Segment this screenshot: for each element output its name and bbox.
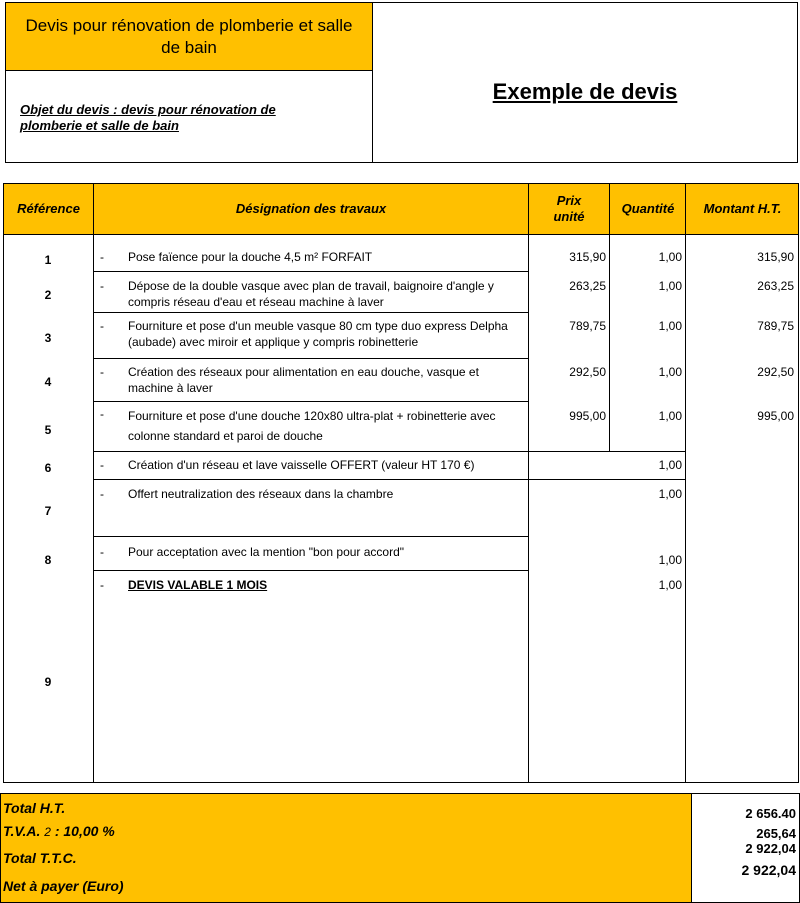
row-7-dash: - xyxy=(100,487,104,501)
document-title: Devis pour rénovation de plomberie et salle de bain xyxy=(25,15,353,57)
col-divider xyxy=(685,451,686,783)
row-9-ref: 9 xyxy=(44,675,52,689)
header-object-box xyxy=(5,70,373,163)
row-2-quantity: 1,00 xyxy=(658,279,682,293)
row-2-dash: - xyxy=(100,279,104,293)
row-1-quantity: 1,00 xyxy=(658,250,682,264)
row-4-amount: 292,50 xyxy=(757,365,794,379)
row-9-quantity: 1,00 xyxy=(658,578,682,592)
row-8-dash: - xyxy=(100,545,104,559)
row-1-amount: 315,90 xyxy=(757,250,794,264)
row-divider xyxy=(93,536,529,537)
total-ht-value: 2 656.40 xyxy=(745,806,796,821)
row-3-dash: - xyxy=(100,319,104,333)
row-8-designation: Pour acceptation avec la mention "bon pour accord" xyxy=(128,545,405,559)
tva-value: 265,64 xyxy=(756,826,796,841)
row-5-unit-price: 995,00 xyxy=(569,409,606,423)
row-9-dash: - xyxy=(100,578,104,592)
col-header-reference: Référence xyxy=(17,201,80,216)
row-8-quantity: 1,00 xyxy=(658,553,682,567)
row-5-dash: - xyxy=(100,407,104,421)
total-ttc-value: 2 922,04 xyxy=(745,841,796,856)
tva-label-text: T.V.A. xyxy=(3,823,41,839)
row-1-ref: 1 xyxy=(44,253,52,267)
row-8-ref: 8 xyxy=(44,553,52,567)
col-header-designation: Désignation des travaux xyxy=(235,201,387,216)
row-4-unit-price: 292,50 xyxy=(569,365,606,379)
header-right-box xyxy=(372,2,798,163)
quote-object: Objet du devis : devis pour rénovation de plomberie et salle de bain xyxy=(20,102,276,133)
total-ht-label: Total H.T. xyxy=(3,800,66,816)
row-1-designation: Pose faïence pour la douche 4,5 m² FORFAIT xyxy=(128,250,373,264)
row-7-quantity: 1,00 xyxy=(658,487,682,501)
row-divider xyxy=(93,570,529,571)
example-title-text: Exemple de devis xyxy=(492,79,678,104)
quote-table xyxy=(3,183,799,783)
tva-index: 2 xyxy=(44,825,51,839)
row-7-designation: Offert neutralization des réseaux dans la chambre xyxy=(128,487,394,501)
total-ttc-label: Total T.T.C. xyxy=(3,850,77,866)
row-2-amount: 263,25 xyxy=(757,279,794,293)
row-4-dash: - xyxy=(100,365,104,379)
totals-labels xyxy=(0,793,692,903)
row-divider xyxy=(93,358,529,359)
row-3-designation: Fourniture et pose d'un meuble vasque 80 cm type duo express Delpha (aubade) avec miroir et applique y compris robinetterie xyxy=(128,319,508,349)
row-4-ref: 4 xyxy=(44,375,52,389)
row-5-designation: Fourniture et pose d'une douche 120x80 ultra-plat + robinetterie avec colonne standard et paroi de douche xyxy=(128,409,496,443)
col-header-quantity: Quantité xyxy=(621,201,675,216)
tva-rate: : 10,00 % xyxy=(54,823,115,839)
row-2-ref: 2 xyxy=(44,288,52,302)
row-3-amount: 789,75 xyxy=(757,319,794,333)
row-1-dash: - xyxy=(100,250,104,264)
row-2-designation: Dépose de la double vasque avec plan de travail, baignoire d'angle y compris réseau d'eau et réseau machine à laver xyxy=(128,279,494,309)
row-3-ref: 3 xyxy=(44,331,52,345)
table-header xyxy=(3,183,799,235)
row-3-unit-price: 789,75 xyxy=(569,319,606,333)
row-divider xyxy=(93,271,529,272)
row-6-designation: Création d'un réseau et lave vaisselle OFFERT (valeur HT 170 €) xyxy=(128,458,475,472)
row-divider xyxy=(93,451,686,452)
row-6-dash: - xyxy=(100,458,104,472)
tva-label xyxy=(3,823,115,839)
row-6-ref: 6 xyxy=(44,461,52,475)
row-7-ref: 7 xyxy=(44,504,52,518)
col-header-unit-price-text: Prix unité xyxy=(553,193,585,224)
col-divider xyxy=(528,183,529,783)
row-5-quantity: 1,00 xyxy=(658,409,682,423)
row-4-quantity: 1,00 xyxy=(658,365,682,379)
row-2-unit-price: 263,25 xyxy=(569,279,606,293)
header-title-box xyxy=(5,2,373,71)
row-1-unit-price: 315,90 xyxy=(569,250,606,264)
row-9-designation: DEVIS VALABLE 1 MOIS xyxy=(128,578,268,592)
col-header-amount: Montant H.T. xyxy=(703,201,782,216)
example-title xyxy=(373,79,797,105)
net-to-pay-value: 2 922,04 xyxy=(741,862,796,878)
col-divider xyxy=(93,183,94,783)
row-3-quantity: 1,00 xyxy=(658,319,682,333)
row-5-amount: 995,00 xyxy=(757,409,794,423)
row-6-quantity: 1,00 xyxy=(658,458,682,472)
col-header-unit-price xyxy=(529,184,609,234)
row-4-designation: Création des réseaux pour alimentation en eau douche, vasque et machine à laver xyxy=(128,365,479,395)
row-divider xyxy=(93,401,529,402)
row-divider xyxy=(93,312,529,313)
row-5-ref: 5 xyxy=(44,423,52,437)
net-to-pay-label: Net à payer (Euro) xyxy=(3,878,124,894)
row-divider xyxy=(93,479,686,480)
